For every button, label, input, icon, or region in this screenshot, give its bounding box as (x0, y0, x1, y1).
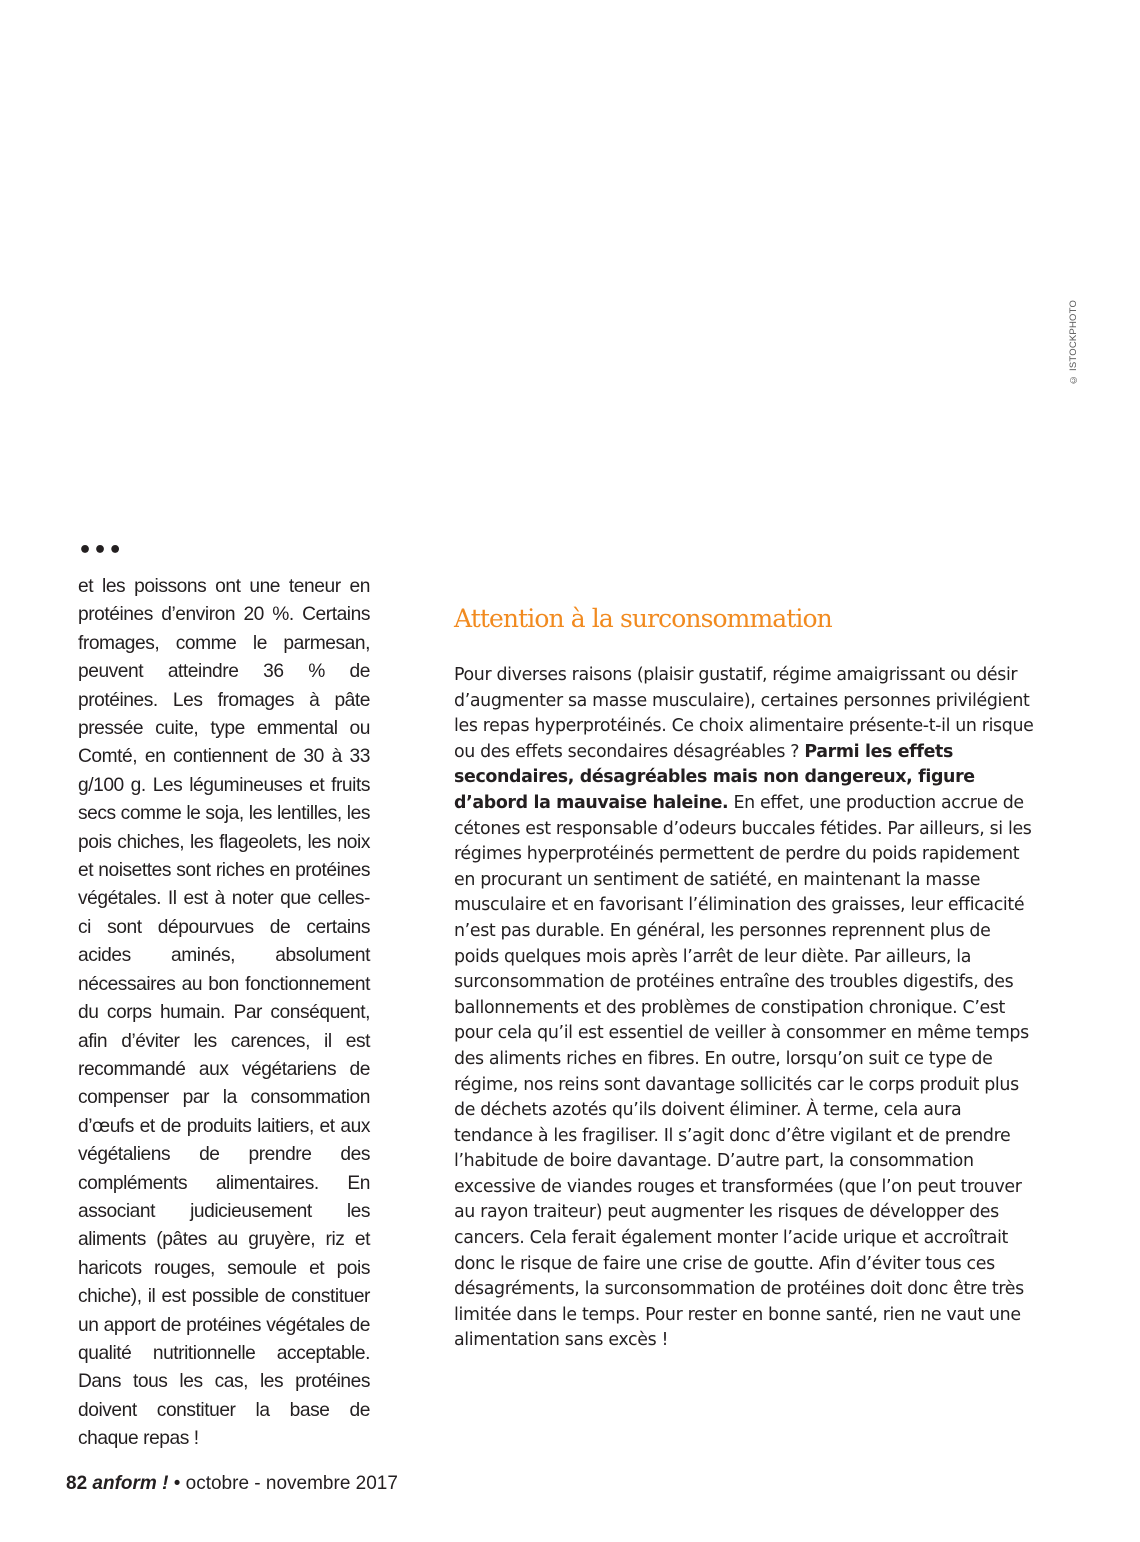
continuation-marker: ••• (78, 538, 124, 563)
footer-separator: • (173, 1473, 181, 1494)
article-intro: Pour diverses raisons (plaisir gustatif, régime amaigrissant ou désir d’augmenter sa masse musculaire), certaines personnes privilégient les repas hyperprotéinés. Ce choix alimentaire présente-t-il un risque ou des effets secondaires désagréables ? (454, 665, 1034, 762)
article-body-text: En effet, une production accrue de cétones est responsable d’odeurs buccales fétides. Par ailleurs, si les régimes hyperprotéinés permettent de perdre du poids rapidement en procurant un sentiment de satiété, en maintenant la masse musculaire et en favorisant l’élimination des graisses, leur efficacité n’est pas durable. En général, les personnes reprennent plus de poids quelques mois après l’arrêt de leur diète. Par ailleurs, la surconsommation de protéines entraîne des troubles digestifs, des ballonnements et des problèmes de constipation chronique. C’est pour cela qu’il est essentiel de veiller à consommer en même temps des aliments riches en fibres. En outre, lorsqu’on suit ce type de régime, nos reins sont davantage sollicités car le corps produit plus de déchets azotés qu’ils doivent éliminer. À terme, cela aura tendance à les fragiliser. Il s’agit donc d’être vigilant et de prendre l’habitude de boire davantage. D’autre part, la consommation excessive de viandes rouges et transformées (que l’on peut trouver au rayon traiteur) peut augmenter les risques de développer des cancers. Cela ferait également monter l’acide urique et accroîtrait donc le risque de faire une crise de goutte. Afin d’éviter tous ces désagréments, la surconsommation de protéines doit donc être très limitée dans le temps. Pour rester en bonne santé, rien ne vaut une alimentation sans excès ! (454, 792, 1032, 1351)
page-footer (66, 1472, 398, 1496)
article-paragraph (454, 663, 1034, 1354)
article-highlight: Parmi les effets secondaires, désagréables mais non dangereux, figure d’abord la mauvaise haleine. (454, 741, 975, 813)
article-body (454, 663, 1034, 1354)
photo-credit: © ISTOCKPHOTO (1068, 299, 1079, 385)
magazine-name: anform ! (92, 1473, 169, 1494)
article-heading: Attention à la surconsommation (454, 604, 832, 633)
left-column-text: et les poissons ont une teneur en protéines d’environ 20 %. Certains fromages, comme le parmesan, peuvent atteindre 36 % de protéines. Les fromages à pâte pressée cuite, type emmental ou Comté, en contiennent de 30 à 33 g/100 g. Les légumineuses et fruits secs comme le soja, les lentilles, les pois chiches, les flageolets, les noix et noisettes sont riches en protéines végétales. Il est à noter que celles-ci sont dépourvues de certains acides aminés, absolument nécessaires au bon fonctionnement du corps humain. Par conséquent, afin d’éviter les carences, il est recommandé aux végétariens de compenser par la consommation d’œufs et de produits laitiers, et aux végétaliens de prendre des compléments alimentaires. En associant judicieusement les aliments (pâtes au gruyère, riz et haricots rouges, semoule et pois chiche), il est possible de constituer un apport de protéines végétales de qualité nutritionnelle acceptable. Dans tous les cas, les protéines doivent constituer la base de chaque repas ! (78, 576, 370, 1450)
issue-date: octobre - novembre 2017 (185, 1473, 398, 1494)
left-column (78, 573, 370, 1454)
page-number: 82 (66, 1473, 88, 1494)
